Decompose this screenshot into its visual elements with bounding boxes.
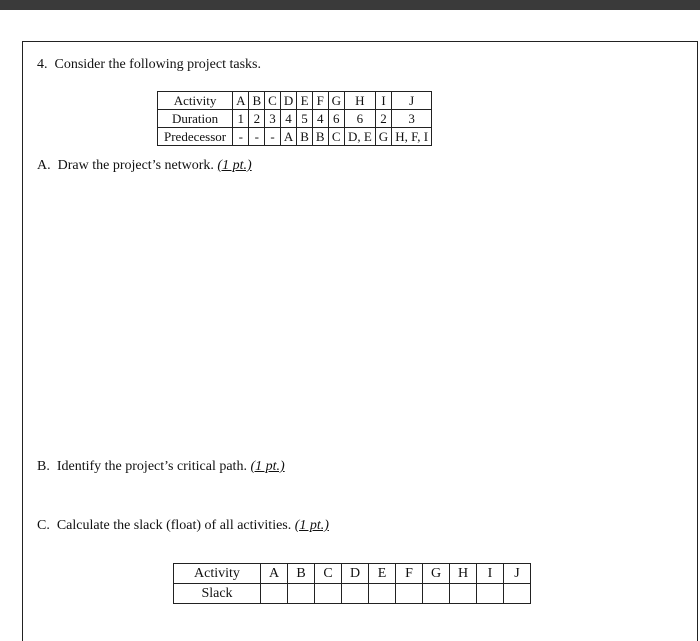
row-label-predecessor: Predecessor [158, 128, 233, 146]
part-a-label: A. [37, 158, 51, 173]
part-a-text: Draw the project’s network. [57, 158, 214, 173]
duration-cell: 1 [233, 110, 249, 128]
predecessor-cell: - [233, 128, 249, 146]
part-c-text: Calculate the slack (float) of all activities. [56, 518, 292, 533]
slack-cell [396, 584, 423, 604]
predecessor-cell: G [375, 128, 391, 146]
question-prompt: Consider the following project tasks. [54, 57, 261, 72]
activity-cell: B [249, 92, 265, 110]
row-label-slack: Slack [174, 584, 261, 604]
predecessor-cell: B [297, 128, 313, 146]
activity-cell: E [369, 564, 396, 584]
slack-cell [450, 584, 477, 604]
slack-cell [504, 584, 531, 604]
row-label-activity: Activity [174, 564, 261, 584]
slack-cell [261, 584, 288, 604]
activity-cell: I [375, 92, 391, 110]
slack-cell [342, 584, 369, 604]
question-number: 4. [37, 57, 48, 72]
activity-cell: A [233, 92, 249, 110]
activity-cell: C [315, 564, 342, 584]
row-label-duration: Duration [158, 110, 233, 128]
duration-row [158, 110, 432, 128]
predecessor-cell: D, E [344, 128, 375, 146]
activity-cell: F [396, 564, 423, 584]
activity-cell: I [477, 564, 504, 584]
activity-row [158, 92, 432, 110]
slack-table [173, 563, 531, 604]
predecessor-cell: - [249, 128, 265, 146]
duration-cell: 5 [297, 110, 313, 128]
slack-cell [315, 584, 342, 604]
part-c [37, 518, 329, 534]
duration-cell: 4 [280, 110, 296, 128]
duration-cell: 3 [265, 110, 281, 128]
part-b-label: B. [37, 459, 50, 474]
activity-cell: J [392, 92, 432, 110]
predecessor-cell: A [280, 128, 296, 146]
slack-cell [288, 584, 315, 604]
activity-cell: G [423, 564, 450, 584]
duration-cell: 2 [249, 110, 265, 128]
activity-cell: B [288, 564, 315, 584]
activity-cell: G [328, 92, 344, 110]
slack-cell [477, 584, 504, 604]
activity-cell: C [265, 92, 281, 110]
predecessor-cell: - [265, 128, 281, 146]
duration-cell: 4 [312, 110, 328, 128]
part-b-text: Identify the project’s critical path. [56, 459, 247, 474]
slack-cell [423, 584, 450, 604]
activity-cell: F [312, 92, 328, 110]
activity-cell: H [344, 92, 375, 110]
project-tasks-table [157, 91, 432, 146]
predecessor-row [158, 128, 432, 146]
duration-cell: 2 [375, 110, 391, 128]
part-a [37, 158, 252, 174]
predecessor-cell: H, F, I [392, 128, 432, 146]
part-b [37, 459, 285, 475]
slack-value-row [174, 584, 531, 604]
activity-cell: A [261, 564, 288, 584]
duration-cell: 3 [392, 110, 432, 128]
slack-activity-row [174, 564, 531, 584]
duration-cell: 6 [328, 110, 344, 128]
window-top-bar [0, 0, 700, 10]
activity-cell: J [504, 564, 531, 584]
question-heading [37, 57, 261, 73]
activity-cell: D [280, 92, 296, 110]
slack-cell [369, 584, 396, 604]
part-c-label: C. [37, 518, 50, 533]
activity-cell: D [342, 564, 369, 584]
row-label-activity: Activity [158, 92, 233, 110]
predecessor-cell: B [312, 128, 328, 146]
part-c-points: (1 pt.) [294, 518, 329, 533]
activity-cell: H [450, 564, 477, 584]
duration-cell: 6 [344, 110, 375, 128]
part-b-points: (1 pt.) [250, 459, 285, 474]
predecessor-cell: C [328, 128, 344, 146]
activity-cell: E [297, 92, 313, 110]
part-a-points: (1 pt.) [217, 158, 252, 173]
